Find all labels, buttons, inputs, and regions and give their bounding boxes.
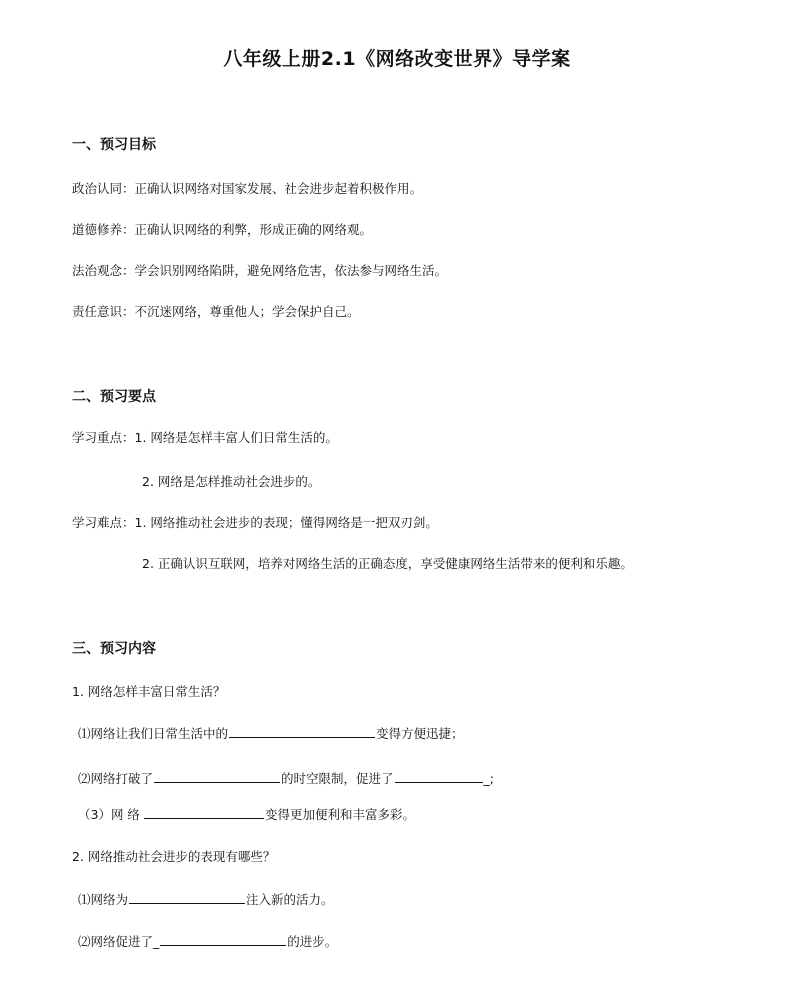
- difficult-point-1: 1. 网络推动社会进步的表现；懂得网络是一把双刃剑。: [134, 515, 438, 530]
- objective-moral: 道德修养：正确认识网络的利弊，形成正确的网络观。: [72, 222, 373, 237]
- question-1c-prefix: （3）网 络: [78, 807, 140, 822]
- key-point-2: 2. 网络是怎样推动社会进步的。: [142, 474, 321, 489]
- section-1-heading: 一、预习目标: [72, 137, 156, 153]
- question-1a: [78, 724, 464, 742]
- question-1a-prefix: ⑴网络让我们日常生活中的: [78, 726, 229, 741]
- question-2: 2. 网络推动社会进步的表现有哪些？: [72, 849, 276, 864]
- section-2-heading: 二、预习要点: [72, 389, 156, 405]
- question-2a-prefix: ⑴网络为: [78, 892, 129, 907]
- question-1b-prefix: ⑵网络打破了: [78, 771, 154, 786]
- answer-blank-1b-2[interactable]: [395, 770, 483, 783]
- question-1b: [78, 769, 494, 787]
- answer-blank-1a[interactable]: [229, 725, 375, 738]
- difficult-points-line-1: [72, 513, 438, 531]
- answer-blank-1b-1[interactable]: [154, 770, 280, 783]
- question-1: 1. 网络怎样丰富日常生活？: [72, 684, 226, 699]
- section-3-heading: 三、预习内容: [72, 641, 156, 657]
- question-2a: [78, 890, 334, 908]
- difficult-points-label: 学习难点：: [72, 515, 135, 530]
- answer-blank-2a[interactable]: [129, 891, 245, 904]
- page-title: 八年级上册2.1《网络改变世界》导学案: [223, 48, 571, 70]
- question-1b-suffix: _;: [483, 771, 494, 786]
- objective-law: 法治观念：学会识别网络陷阱，避免网络危害，依法参与网络生活。: [72, 263, 448, 278]
- answer-blank-1c[interactable]: [144, 806, 264, 819]
- objective-responsibility: 责任意识：不沉迷网络，尊重他人；学会保护自己。: [72, 304, 360, 319]
- key-point-1: 1. 网络是怎样丰富人们日常生活的。: [134, 430, 338, 445]
- question-2b: [78, 932, 337, 950]
- difficult-point-2: 2. 正确认识互联网，培养对网络生活的正确态度，享受健康网络生活带来的便利和乐趣。: [142, 556, 633, 571]
- question-1c-suffix: 变得更加便利和丰富多彩。: [264, 807, 415, 822]
- key-points-line-1: [72, 428, 338, 446]
- key-points-label: 学习重点：: [72, 430, 135, 445]
- question-2b-prefix: ⑵网络促进了_: [78, 934, 160, 949]
- question-2a-suffix: 注入新的活力。: [246, 892, 334, 907]
- question-1c: [78, 805, 415, 823]
- question-2b-suffix: 的进步。: [287, 934, 338, 949]
- question-1b-middle: 的时空限制，促进了: [281, 771, 394, 786]
- question-1a-suffix: 变得方便迅捷；: [376, 726, 464, 741]
- answer-blank-2b[interactable]: [160, 933, 286, 946]
- objective-political: 政治认同：正确认识网络对国家发展、社会进步起着积极作用。: [72, 181, 423, 196]
